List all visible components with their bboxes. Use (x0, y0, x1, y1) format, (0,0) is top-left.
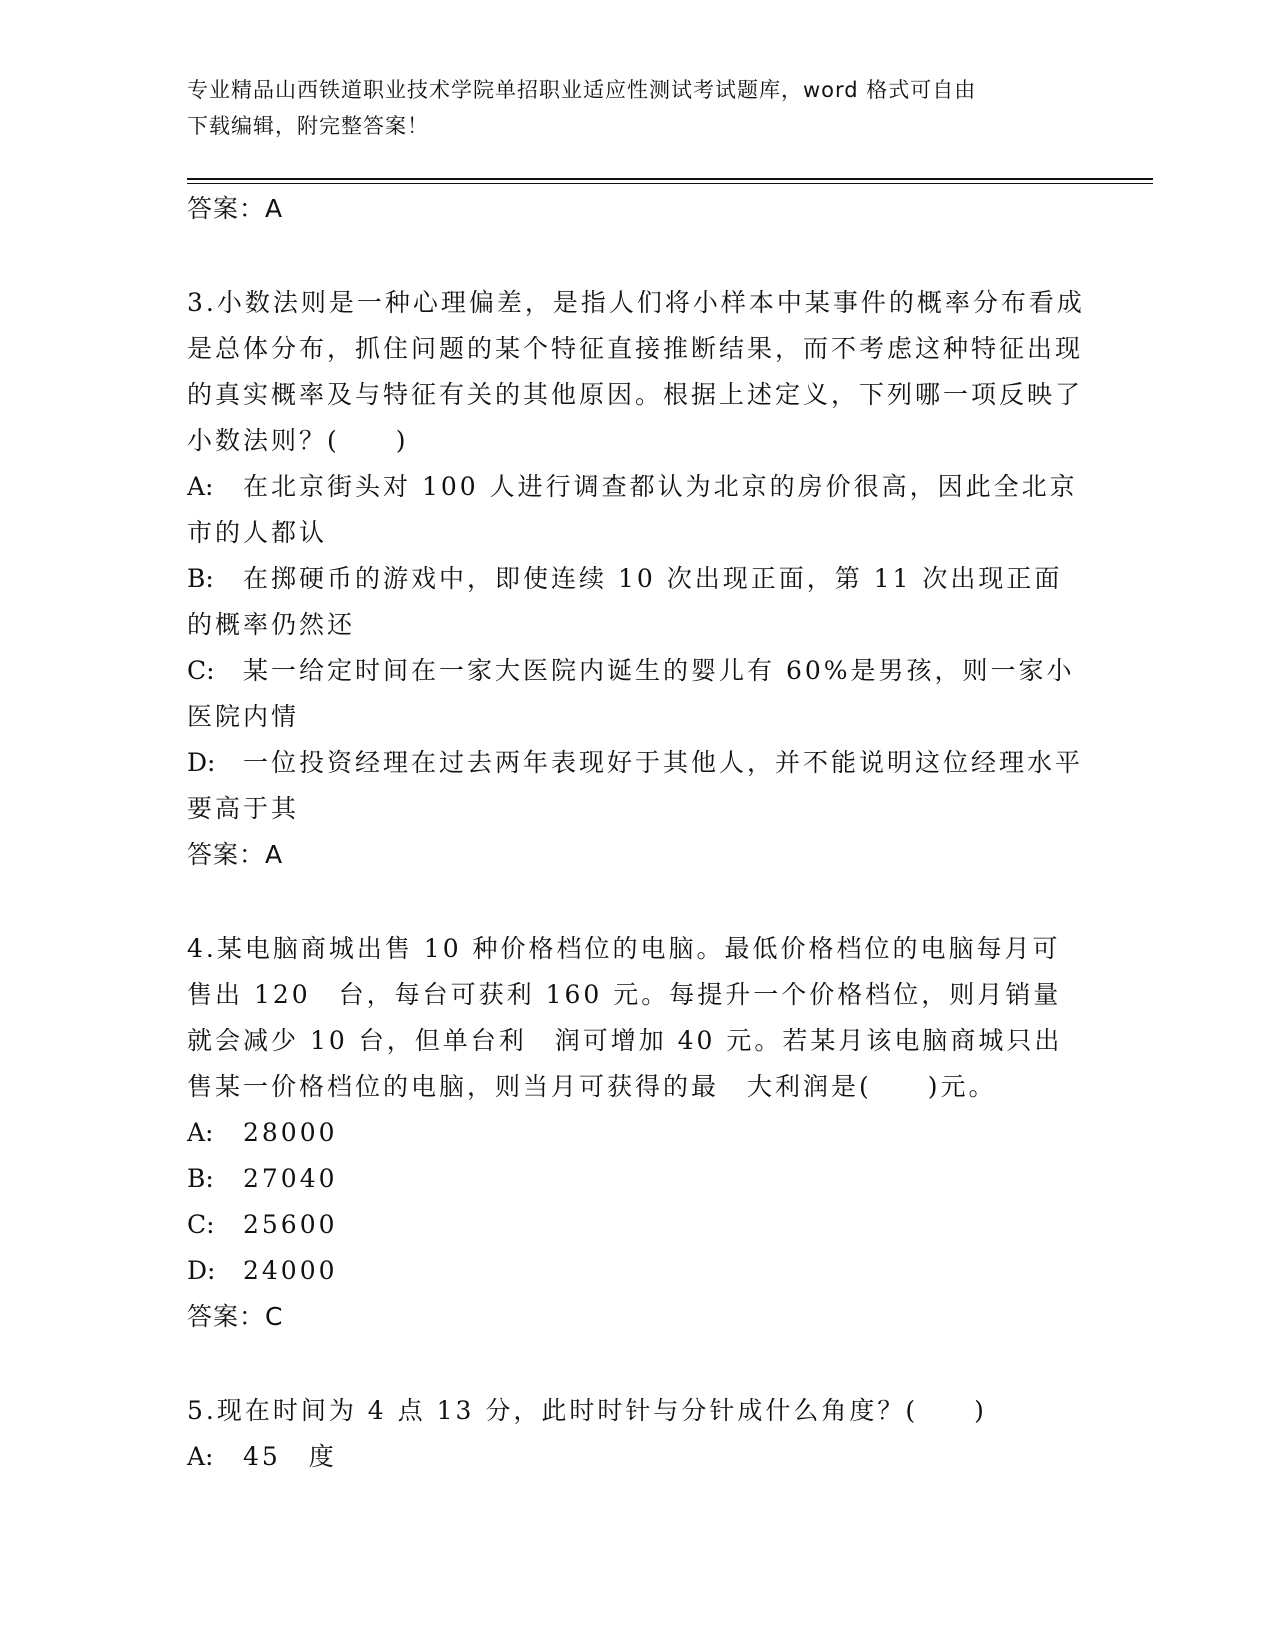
option-label: C: (187, 656, 215, 685)
option-text: 24000 (243, 1256, 338, 1285)
header-rule-thick (187, 178, 1153, 180)
option-text: 在北京街头对 100 人进行调查都认为北京的房价很高，因此全北京市的人都认 (187, 472, 1078, 547)
header-line-2: 下载编辑，附完整答案！ (187, 114, 429, 138)
option-text: 在掷硬币的游戏中，即使连续 10 次出现正面，第 11 次出现正面的概率仍然还 (187, 564, 1063, 639)
option-text: 25600 (243, 1210, 338, 1239)
option-label: B: (187, 564, 214, 593)
header-rule-thin (187, 183, 1153, 184)
document-header (187, 72, 1067, 144)
question-4-option-a (187, 1110, 1087, 1156)
option-label: D: (187, 748, 216, 777)
question-3-option-a (187, 464, 1087, 556)
document-body (187, 186, 1087, 1480)
question-3-text: 3.小数法则是一种心理偏差，是指人们将小样本中某事件的概率分布看成是总体分布，抓住问题的某个特征直接推断结果，而不考虑这种特征出现的真实概率及与特征有关的其他原因。根据上述定义，下列哪一项反映了小数法则？( ) (187, 288, 1085, 455)
question-3-option-d (187, 740, 1087, 832)
question-5-text: 5.现在时间为 4 点 13 分，此时时针与分针成什么角度？( ) (187, 1396, 987, 1425)
answer-q3: 答案：A (187, 840, 284, 869)
header-line-1: 专业精品山西铁道职业技术学院单招职业适应性测试考试题库，word 格式可自由 (187, 78, 977, 102)
option-label: A: (187, 1442, 214, 1471)
answer-q4: 答案：C (187, 1302, 284, 1331)
question-5-option-a (187, 1434, 1087, 1480)
option-text: 28000 (243, 1118, 338, 1147)
question-4-option-d (187, 1248, 1087, 1294)
option-text: 一位投资经理在过去两年表现好于其他人，并不能说明这位经理水平要高于其 (187, 748, 1084, 823)
answer-q2: 答案：A (187, 194, 284, 223)
question-4-option-b (187, 1156, 1087, 1202)
question-3-option-c (187, 648, 1087, 740)
question-4 (187, 926, 1087, 1340)
option-label: A: (187, 1118, 214, 1147)
option-text: 某一给定时间在一家大医院内诞生的婴儿有 60%是男孩，则一家小医院内情 (187, 656, 1075, 731)
question-3 (187, 280, 1087, 878)
option-label: C: (187, 1210, 215, 1239)
question-4-option-c (187, 1202, 1087, 1248)
option-label: A: (187, 472, 214, 501)
option-text: 45 度 (243, 1442, 337, 1471)
question-4-text: 4.某电脑商城出售 10 种价格档位的电脑。最低价格档位的电脑每月可售出 120 台，每台可获利 160 元。每提升一个价格档位，则月销量就会减少 10 台，但单台利 润可增加 40 元。若某月该电脑商城只出售某一价格档位的电脑，则当月可获得的最 大利润是( )元。 (187, 934, 1063, 1101)
option-label: B: (187, 1164, 214, 1193)
question-3-option-b (187, 556, 1087, 648)
option-label: D: (187, 1256, 216, 1285)
question-5 (187, 1388, 1087, 1480)
option-text: 27040 (243, 1164, 338, 1193)
